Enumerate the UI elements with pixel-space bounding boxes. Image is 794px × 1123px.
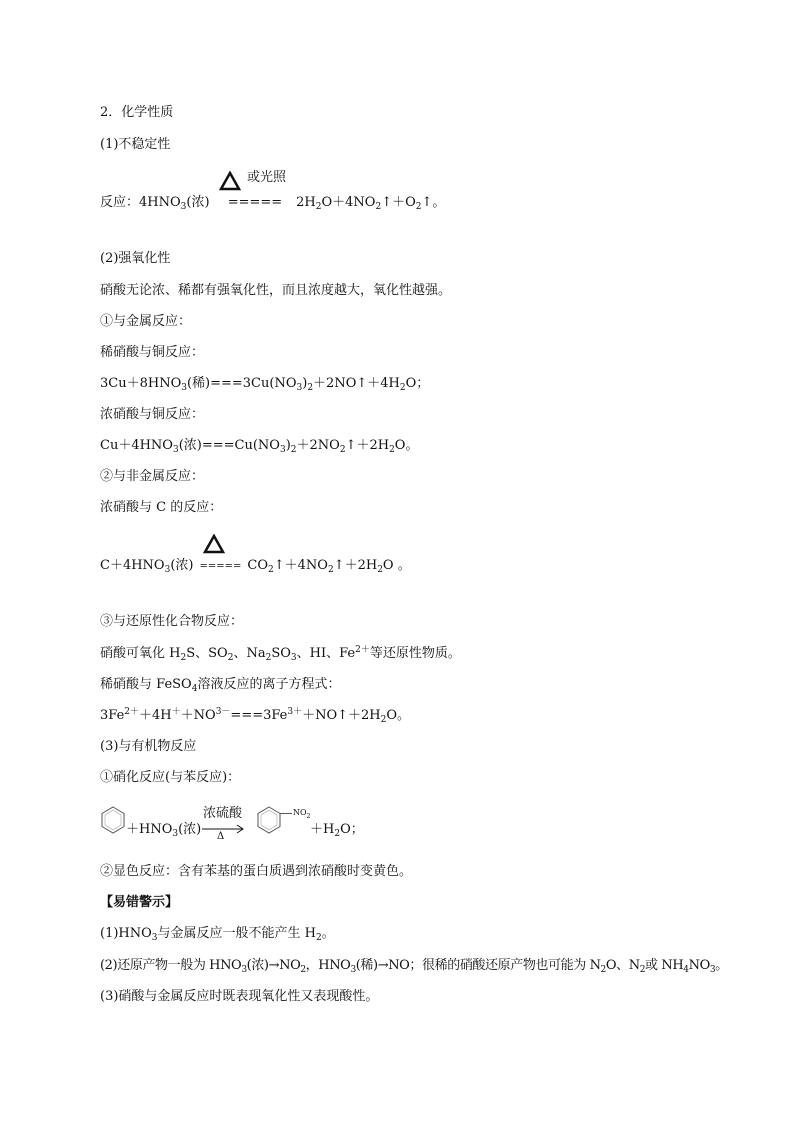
dilute-cu-label: 稀硝酸与铜反应： [100, 345, 205, 360]
product: ↑。 [421, 195, 446, 210]
section-title: 2．化学性质 [100, 105, 174, 120]
feso4-equation: $3Fe^{2+}+4H^++NO^{3-}===3Fe^{3+}+NO↑+2H_2O$。 [100, 707, 411, 725]
product: ↑＋O [381, 195, 416, 210]
nitration-product-water: $+H_2O$； [310, 822, 364, 839]
benzene-ring-icon [100, 805, 126, 835]
conc-cu-equation: $Cu+4HNO_3$(浓)$===Cu(NO_3)_2+2NO_2↑+2H_2O$。 [100, 438, 419, 455]
product: 2H [296, 195, 316, 210]
nitro-group-label: $NO_2$ [293, 808, 311, 820]
metal-heading: ①与金属反应： [100, 314, 192, 329]
instability-reaction [100, 194, 445, 212]
instability-heading: (1)不稳定性 [100, 137, 171, 152]
concentration: (浓) [186, 195, 210, 210]
conc-c-label: 浓硝酸与 C 的反应： [100, 500, 223, 515]
dilute-cu-equation: $3Cu+8HNO_3$(稀)$===3Cu(NO_3)_2+2NO↑+4H_2O$； [100, 376, 430, 393]
heat-label: Δ [217, 831, 225, 842]
subscript: 2 [415, 202, 422, 212]
subscript: 2 [375, 202, 382, 212]
instability-condition: 或光照 [247, 170, 287, 185]
equals-sign: ===== [227, 195, 283, 210]
oxidizing-intro: 硝酸无论浓、稀都有强氧化性，而且浓度越大，氧化性越强。 [100, 283, 452, 298]
warning-item-3: (3)硝酸与金属反应时既表现氧化性又表现酸性。 [100, 989, 379, 1004]
reducing-line: 硝酸可氧化 $H_2S$、$SO_2$、$Na_2SO_3$、HI、$Fe^{2+}$等还原性物质。 [100, 645, 461, 663]
reaction-reactant: 反应：4HNO [100, 195, 181, 210]
warnings-heading: 【易错警示】 [100, 895, 179, 910]
oxidizing-heading: (2)强氧化性 [100, 251, 171, 266]
color-reaction: ②显色反应：含有苯基的蛋白质遇到浓硝酸时变黄色。 [100, 864, 413, 879]
heat-triangle-icon [219, 171, 241, 191]
nitration-heading: ①硝化反应(与苯反应)： [100, 770, 241, 785]
conc-cu-label: 浓硝酸与铜反应： [100, 407, 205, 422]
product: O＋4NO [321, 195, 376, 210]
subscript: 3 [180, 202, 187, 212]
conc-c-equation: $C+4HNO_3$(浓) ===== $CO_2↑+4NO_2↑+2H_2O$ 。 [100, 558, 411, 575]
equals-sign: ===== [199, 561, 242, 572]
warning-item-2: (2)还原产物一般为 $HNO_3$(浓)$\to NO_2$，$HNO_3$(稀)→NO；很稀的硝酸还原产物也可能为 $N_2O$、$N_2$或 $NH_4NO_3$。 [100, 958, 728, 975]
organic-heading: (3)与有机物反应 [100, 739, 197, 754]
subscript: 2 [315, 202, 322, 212]
reducing-heading: ③与还原性化合物反应： [100, 614, 244, 629]
nitration-reagent: $+HNO_3$(浓) [126, 822, 202, 839]
nonmetal-heading: ②与非金属反应： [100, 469, 205, 484]
catalyst-label: 浓硫酸 [203, 806, 243, 821]
warning-item-1: $(1)HNO_3$与金属反应一般不能产生 $H_2$。 [100, 926, 335, 943]
feso4-label: 稀硝酸与 FeSO$_4$溶液反应的离子方程式： [100, 677, 341, 694]
heat-triangle-icon [203, 534, 225, 554]
